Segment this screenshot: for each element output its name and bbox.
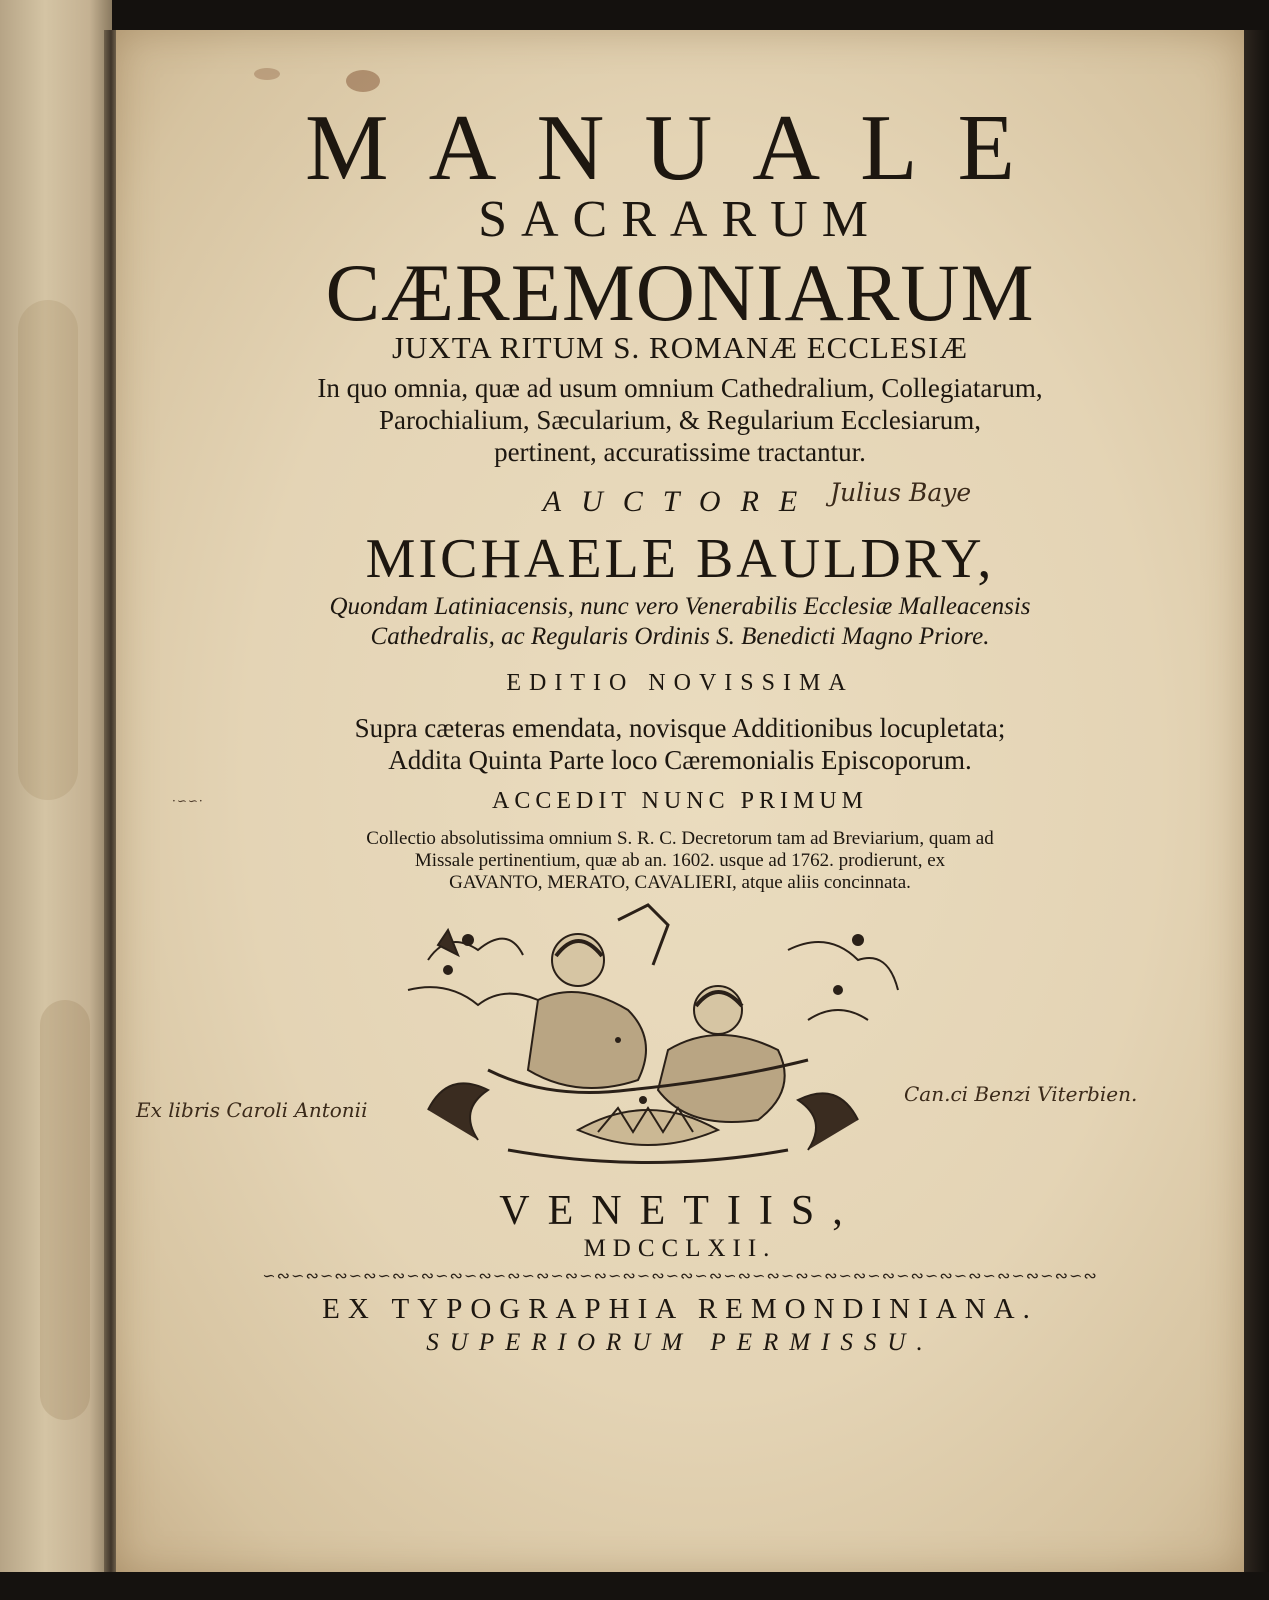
handwritten-owner-name: Julius Baye — [830, 478, 972, 507]
paper-stain — [18, 300, 78, 800]
foxing-spot — [254, 68, 280, 80]
collectio-line: Missale pertinentium, quæ ab an. 1602. usque ad 1762. prodierunt, ex — [414, 850, 946, 871]
ink-mark: ·∽∽· — [172, 794, 204, 808]
title-line-1: MANUALE — [305, 96, 1055, 200]
auctore-label: AUCTORE — [542, 485, 818, 518]
title-line-2: SACRARUM — [478, 191, 882, 248]
description-line: pertinent, accuratissime tractantur. — [494, 437, 866, 467]
author-info-line: Cathedralis, ac Regularis Ordinis S. Benedicti Magno Priore. — [370, 623, 990, 650]
title-line-3: CÆREMONIARUM — [325, 247, 1035, 338]
putti-woodcut-vignette-icon — [388, 900, 912, 1168]
collectio-line: GAVANTO, MERATO, CAVALIERI, atque aliis concinnata. — [449, 872, 911, 893]
collectio-line: Collectio absolutissima omnium S. R. C. Decretorum tam ad Breviarium, quam ad — [366, 828, 994, 849]
description-line: Parochialium, Sæcularium, & Regularium Ecclesiarum, — [378, 405, 982, 435]
printer-line: EX TYPOGRAPHIA REMONDINIANA. — [322, 1293, 1038, 1325]
paper-stain — [40, 1000, 90, 1420]
ornamental-rule: ∽∾∽∾∽∾∽∾∽∾∽∾∽∾∽∾∽∾∽∾∽∾∽∾∽∾∽∾∽∾∽∾∽∾∽∾∽∾∽∾∽∾∽∾∽∾∽∾∽∾∽∾∽∾∽∾∽∾ — [262, 1266, 1098, 1285]
imprint-year: MDCCLXII. — [583, 1235, 777, 1262]
edition-info-line: Supra cæteras emendata, novisque Additionibus locupletata; — [354, 713, 1006, 743]
author-info-line: Quondam Latiniacensis, nunc vero Venerabilis Ecclesiæ Malleacensis — [329, 593, 1031, 620]
edition-label: EDITIO NOVISSIMA — [506, 670, 854, 696]
edition-info-line: Addita Quinta Parte loco Cæremonialis Episcoporum. — [388, 745, 972, 775]
description-line: In quo omnia, quæ ad usum omnium Cathedralium, Collegiatarum, — [317, 373, 1043, 403]
foxing-spot — [346, 70, 380, 92]
permission-line: SUPERIORUM PERMISSU. — [426, 1329, 934, 1356]
imprint-place: VENETIIS, — [499, 1188, 861, 1234]
subtitle: JUXTA RITUM S. ROMANÆ ECCLESIÆ — [391, 330, 969, 365]
background-bottom — [0, 1572, 1269, 1600]
accedit-label: ACCEDIT NUNC PRIMUM — [492, 788, 868, 814]
background-right — [1244, 30, 1269, 1575]
handwritten-ex-libris-left: Ex libris Caroli Antonii — [136, 1098, 368, 1122]
left-endpaper — [0, 0, 112, 1600]
handwritten-ex-libris-right: Can.ci Benzi Viterbien. — [904, 1082, 1138, 1106]
author-name: MICHAELE BAULDRY, — [365, 528, 995, 590]
